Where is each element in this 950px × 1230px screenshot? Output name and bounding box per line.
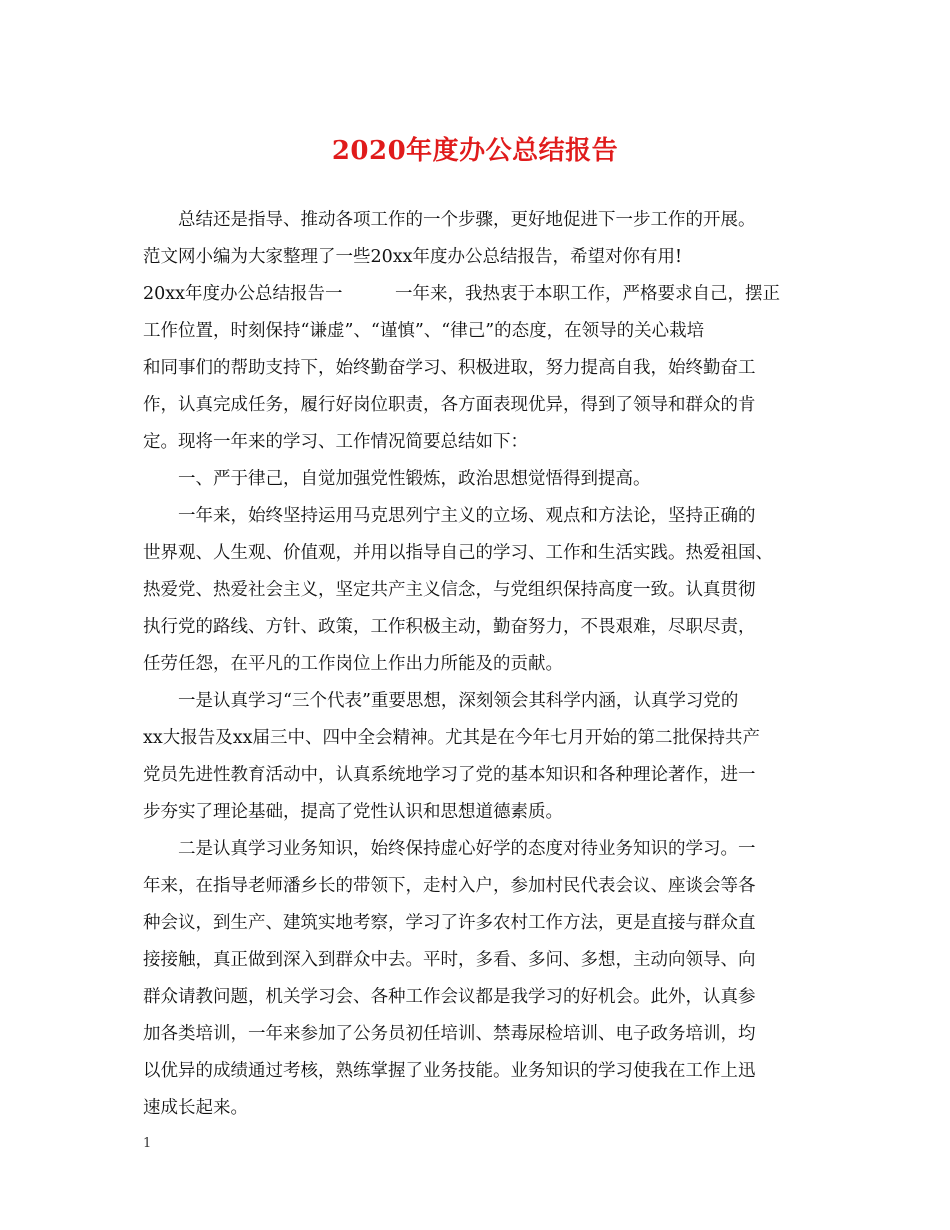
body-line-11: 热爱党、热爱社会主义，坚定共产主义信念，与党组织保持高度一致。认真贯彻 [143, 580, 756, 600]
body-line-15: xx大报告及xx届三中、四中全会精神。尤其是在今年七月开始的第二批保持共产 [143, 728, 760, 748]
body-line-19: 年来，在指导老师潘乡长的带领下，走村入户，参加村民代表会议、座谈会等各 [143, 876, 756, 896]
body-line-20: 种会议，到生产、建筑实地考察，学习了许多农村工作方法，更是直接与群众直 [143, 913, 756, 933]
document-title: 2020年度办公总结报告 [331, 136, 619, 166]
body-line-5: 和同事们的帮助支持下，始终勤奋学习、积极进取，努力提高自我，始终勤奋工 [143, 358, 756, 378]
page-number: 1 [143, 1136, 152, 1151]
body-line-12: 执行党的路线、方针、政策，工作积极主动，勤奋努力，不畏艰难，尽职尽责， [143, 617, 756, 637]
body-line-8: 一、严于律己，自觉加强党性锻炼，政治思想觉悟得到提高。 [143, 469, 651, 489]
body-line-22: 群众请教问题，机关学习会、各种工作会议都是我学习的好机会。此外，认真参 [143, 987, 756, 1007]
body-line-24: 以优异的成绩通过考核，熟练掌握了业务技能。业务知识的学习使我在工作上迅 [143, 1061, 756, 1081]
body-line-9: 一年来，始终坚持运用马克思列宁主义的立场、观点和方法论，坚持正确的 [143, 506, 756, 526]
body-line-14: 一是认真学习“三个代表”重要思想，深刻领会其科学内涵，认真学习党的 [143, 691, 739, 711]
body-line-17: 步夯实了理论基础，提高了党性认识和思想道德素质。 [143, 802, 563, 822]
body-line-2: 范文网小编为大家整理了一些20xx年度办公总结报告，希望对你有用! [143, 247, 683, 267]
body-line-25: 速成长起来。 [143, 1098, 248, 1118]
body-line-1: 总结还是指导、推动各项工作的一个步骤，更好地促进下一步工作的开展。 [143, 210, 756, 230]
body-line-7: 定。现将一年来的学习、工作情况简要总结如下： [143, 432, 528, 452]
body-line-10: 世界观、人生观、价值观，并用以指导自己的学习、工作和生活实践。热爱祖国、 [143, 543, 773, 563]
body-line-23: 加各类培训，一年来参加了公务员初任培训、禁毒尿检培训、电子政务培训，均 [143, 1024, 756, 1044]
body-line-21: 接接触，真正做到深入到群众中去。平时，多看、多问、多想，主动向领导、向 [143, 950, 756, 970]
body-line-6: 作，认真完成任务，履行好岗位职责，各方面表现优异，得到了领导和群众的肯 [143, 395, 756, 415]
body-line-13: 任劳任怨，在平凡的工作岗位上作出力所能及的贡献。 [143, 654, 563, 674]
body-line-4: 工作位置，时刻保持“谦虚”、“谨慎”、“律己”的态度，在领导的关心栽培 [143, 321, 705, 341]
body-line-18: 二是认真学习业务知识，始终保持虚心好学的态度对待业务知识的学习。一 [143, 839, 756, 859]
body-line-3: 20xx年度办公总结报告一 一年来，我热衷于本职工作，严格要求自己，摆正 [143, 284, 781, 304]
body-line-16: 党员先进性教育活动中，认真系统地学习了党的基本知识和各种理论著作，进一 [143, 765, 756, 785]
